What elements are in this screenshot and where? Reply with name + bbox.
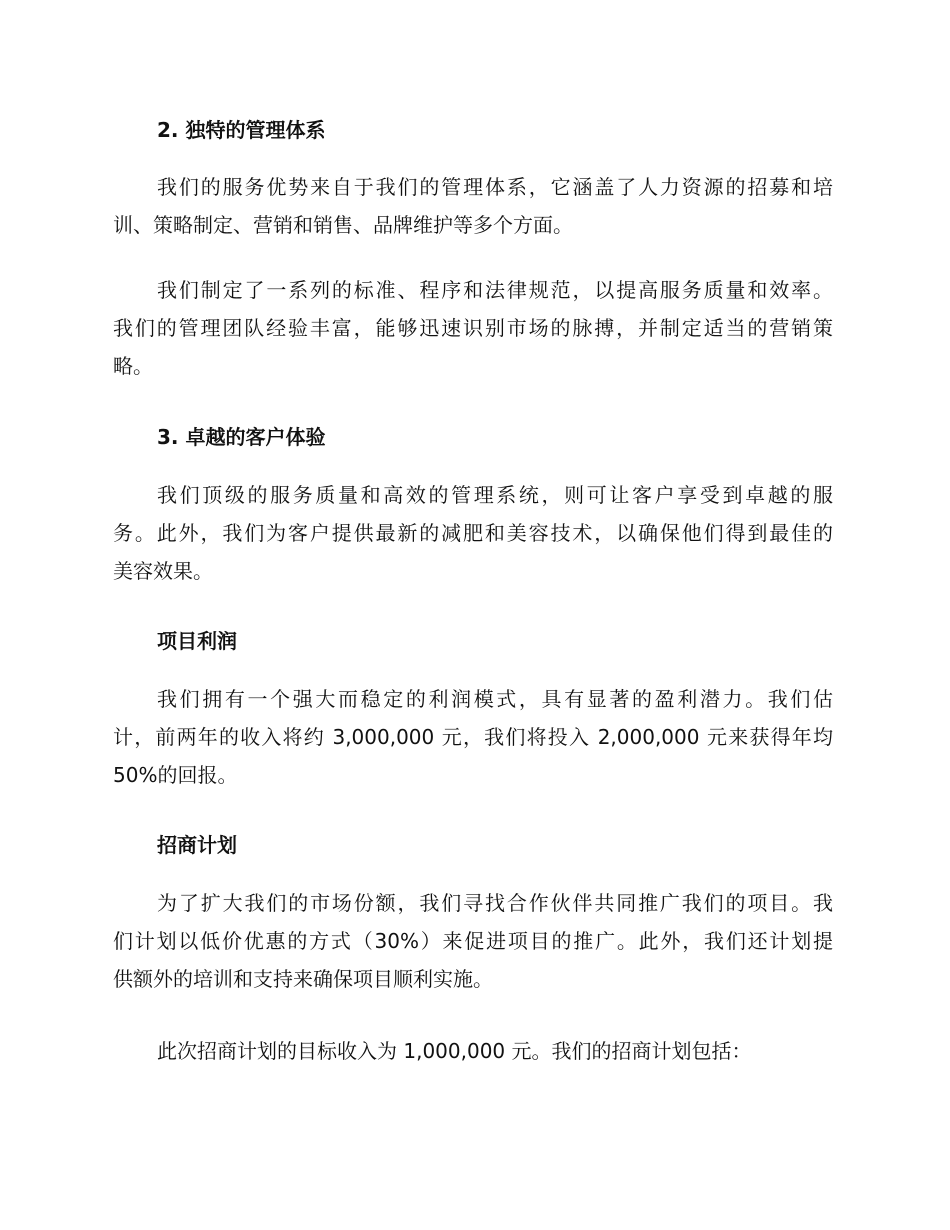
paragraph-profit-1 (113, 685, 833, 789)
paragraph-line: 我们制定了一系列的标准、程序和法律规范，以提高服务质量和效率。 (157, 278, 833, 302)
paragraph-line: 我们的服务优势来自于我们的管理体系，它涵盖了人力资源的招募和培 (157, 175, 833, 199)
paragraph-line: 训、策略制定、营销和销售、品牌维护等多个方面。 (113, 213, 573, 237)
paragraph-management-2 (113, 276, 833, 380)
paragraph-investment-1 (113, 889, 833, 993)
paragraph-investment-2 (113, 1037, 833, 1065)
paragraph-line: 为了扩大我们的市场份额，我们寻找合作伙伴共同推广我们的项目。我 (157, 891, 833, 915)
paragraph-line: 我们的管理团队经验丰富，能够迅速识别市场的脉搏，并制定适当的营销策 (113, 316, 833, 340)
paragraph-line: 务。此外，我们为客户提供最新的减肥和美容技术，以确保他们得到最佳的 (113, 521, 833, 545)
paragraph-management-1 (113, 173, 833, 239)
section-heading-profit: 项目利润 (157, 629, 237, 653)
paragraph-line: 供额外的培训和支持来确保项目顺利实施。 (113, 967, 493, 991)
paragraph-line: 计，前两年的收入将约 3,000,000 元，我们将投入 2,000,000 元来获得年均 (113, 725, 833, 749)
paragraph-line: 我们顶级的服务质量和高效的管理系统，则可让客户享受到卓越的服 (157, 483, 833, 507)
section-heading-management: 2. 独特的管理体系 (157, 118, 326, 142)
paragraph-line: 美容效果。 (113, 559, 213, 583)
section-heading-experience: 3. 卓越的客户体验 (157, 425, 326, 449)
paragraph-line: 略。 (113, 354, 153, 378)
paragraph-line: 们计划以低价优惠的方式（30%）来促进项目的推广。此外，我们还计划提 (113, 929, 833, 953)
paragraph-experience-1 (113, 481, 833, 585)
paragraph-line: 我们拥有一个强大而稳定的利润模式，具有显著的盈利潜力。我们估 (157, 687, 833, 711)
paragraph-line: 50%的回报。 (113, 763, 238, 787)
section-heading-investment: 招商计划 (157, 833, 237, 857)
paragraph-line: 此次招商计划的目标收入为 1,000,000 元。我们的招商计划包括： (157, 1039, 752, 1063)
